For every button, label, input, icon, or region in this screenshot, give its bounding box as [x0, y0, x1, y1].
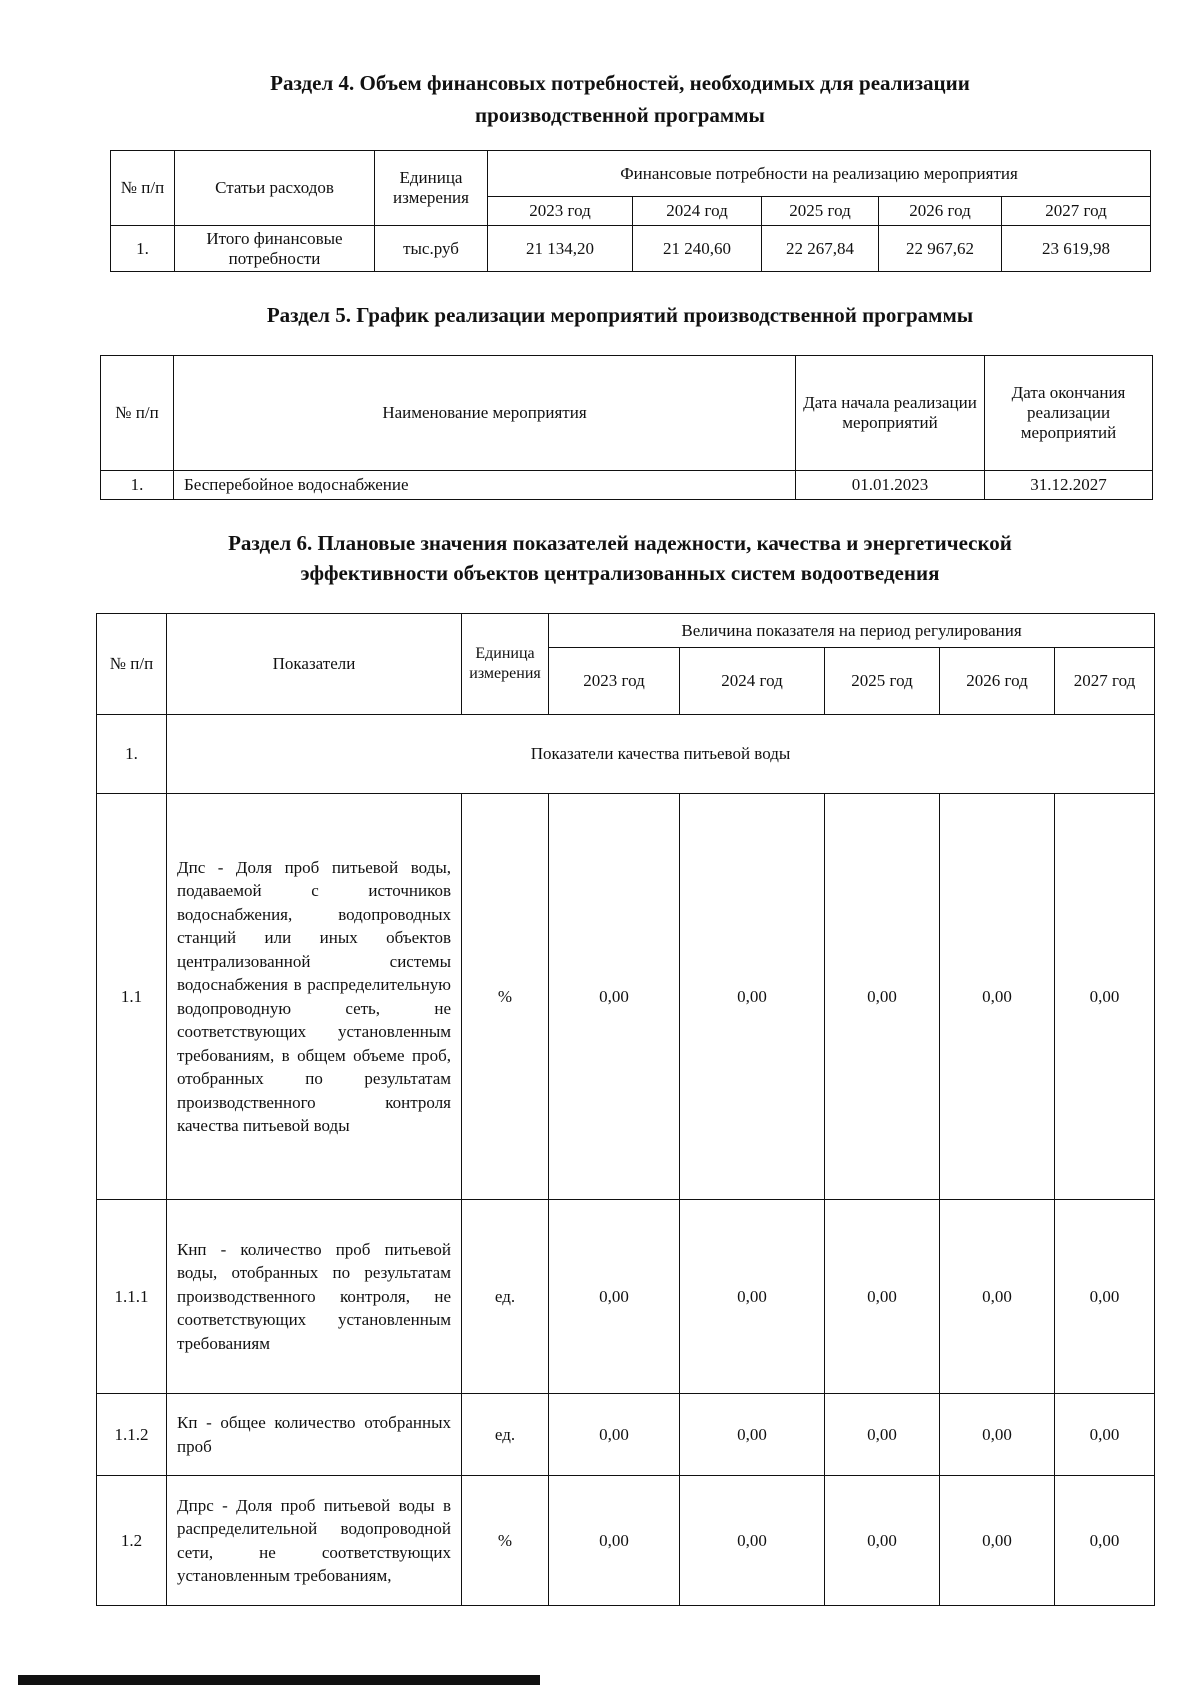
row-value: 22 967,62	[879, 226, 1002, 272]
header-year: 2027 год	[1055, 648, 1155, 715]
row-value: 0,00	[825, 794, 940, 1200]
row-num: 1.1.2	[97, 1394, 167, 1476]
header-start-date: Дата начала реализации мероприятий	[796, 356, 985, 471]
header-year: 2026 год	[940, 648, 1055, 715]
header-items: Статьи расходов	[175, 151, 375, 226]
row-num: 1.	[111, 226, 175, 272]
row-num: 1.1.1	[97, 1200, 167, 1394]
table-row	[97, 1476, 1155, 1606]
table-row	[101, 471, 1153, 500]
row-value: 0,00	[1055, 794, 1155, 1200]
row-item: Итого финансовые потребности	[175, 226, 375, 272]
row-value: 21 134,20	[488, 226, 633, 272]
row-value: 0,00	[825, 1476, 940, 1606]
header-year: 2027 год	[1002, 197, 1151, 226]
row-event-name: Бесперебойное водоснабжение	[174, 471, 796, 500]
row-num: 1.	[101, 471, 174, 500]
row-num: 1.1	[97, 794, 167, 1200]
row-unit: ед.	[462, 1394, 549, 1476]
table-row	[97, 1200, 1155, 1394]
row-num: 1.2	[97, 1476, 167, 1606]
header-year: 2025 год	[825, 648, 940, 715]
group-num: 1.	[97, 715, 167, 794]
row-value: 0,00	[549, 1394, 680, 1476]
header-unit: Единица измерения	[462, 614, 549, 715]
table-row	[97, 1394, 1155, 1476]
row-value: 0,00	[825, 1200, 940, 1394]
header-financial-group: Финансовые потребности на реализацию мероприятия	[488, 151, 1151, 197]
row-unit: тыс.руб	[375, 226, 488, 272]
header-num: № п/п	[97, 614, 167, 715]
header-num: № п/п	[111, 151, 175, 226]
row-value: 0,00	[1055, 1200, 1155, 1394]
row-value: 0,00	[1055, 1394, 1155, 1476]
row-value: 21 240,60	[633, 226, 762, 272]
table-row	[111, 226, 1151, 272]
scan-edge-bar	[18, 1675, 540, 1685]
header-year: 2026 год	[879, 197, 1002, 226]
row-value: 22 267,84	[762, 226, 879, 272]
row-value: 0,00	[680, 1200, 825, 1394]
header-year: 2025 год	[762, 197, 879, 226]
row-value: 0,00	[680, 1394, 825, 1476]
header-num: № п/п	[101, 356, 174, 471]
header-year: 2023 год	[549, 648, 680, 715]
table-row	[97, 794, 1155, 1200]
indicators-table	[96, 613, 1155, 1606]
header-end-date: Дата окончания реализации мероприятий	[985, 356, 1153, 471]
row-start-date: 01.01.2023	[796, 471, 985, 500]
row-unit: %	[462, 1476, 549, 1606]
group-label: Показатели качества питьевой воды	[167, 715, 1155, 794]
row-indicator: Кп - общее количество отобранных проб	[167, 1394, 462, 1476]
header-indicators: Показатели	[167, 614, 462, 715]
header-year: 2024 год	[633, 197, 762, 226]
row-unit: %	[462, 794, 549, 1200]
row-value: 0,00	[940, 794, 1055, 1200]
row-indicator: Дпс - Доля проб питьевой воды, подаваемой с источников водоснабжения, водопроводных станций или иных объектов централизованной системы водоснабжения в распределительную водопроводную сеть, не соответствующих установленным требованиям, в общем объеме проб, отобранных по результатам производственного контроля качества питьевой воды	[167, 794, 462, 1200]
row-value: 0,00	[940, 1394, 1055, 1476]
header-value-group: Величина показателя на период регулирования	[549, 614, 1155, 648]
row-value: 0,00	[940, 1476, 1055, 1606]
header-year: 2023 год	[488, 197, 633, 226]
row-indicator: Дпрс - Доля проб питьевой воды в распределительной водопроводной сети, не соответствующих установленным требованиям,	[167, 1476, 462, 1606]
section4-title-line2: производственной программы	[475, 103, 765, 127]
row-value: 0,00	[680, 794, 825, 1200]
group-row	[97, 715, 1155, 794]
section6-title-line1: Раздел 6. Плановые значения показателей надежности, качества и энергетической	[228, 531, 1012, 555]
row-value: 0,00	[680, 1476, 825, 1606]
row-unit: ед.	[462, 1200, 549, 1394]
section6-title-line2: эффективности объектов централизованных систем водоотведения	[300, 561, 940, 585]
section5-title: Раздел 5. График реализации мероприятий производственной программы	[266, 303, 974, 327]
row-value: 0,00	[549, 794, 680, 1200]
row-value: 23 619,98	[1002, 226, 1151, 272]
schedule-table	[100, 355, 1153, 500]
header-event-name: Наименование мероприятия	[174, 356, 796, 471]
row-value: 0,00	[940, 1200, 1055, 1394]
header-unit: Единица измерения	[375, 151, 488, 226]
row-value: 0,00	[549, 1476, 680, 1606]
section4-title-line1: Раздел 4. Объем финансовых потребностей, необходимых для реализации	[270, 71, 970, 95]
row-indicator: Кнп - количество проб питьевой воды, отобранных по результатам производственного контроля, не соответствующих установленным требованиям	[167, 1200, 462, 1394]
row-end-date: 31.12.2027	[985, 471, 1153, 500]
header-year: 2024 год	[680, 648, 825, 715]
row-value: 0,00	[825, 1394, 940, 1476]
financial-needs-table	[110, 150, 1151, 272]
row-value: 0,00	[1055, 1476, 1155, 1606]
row-value: 0,00	[549, 1200, 680, 1394]
